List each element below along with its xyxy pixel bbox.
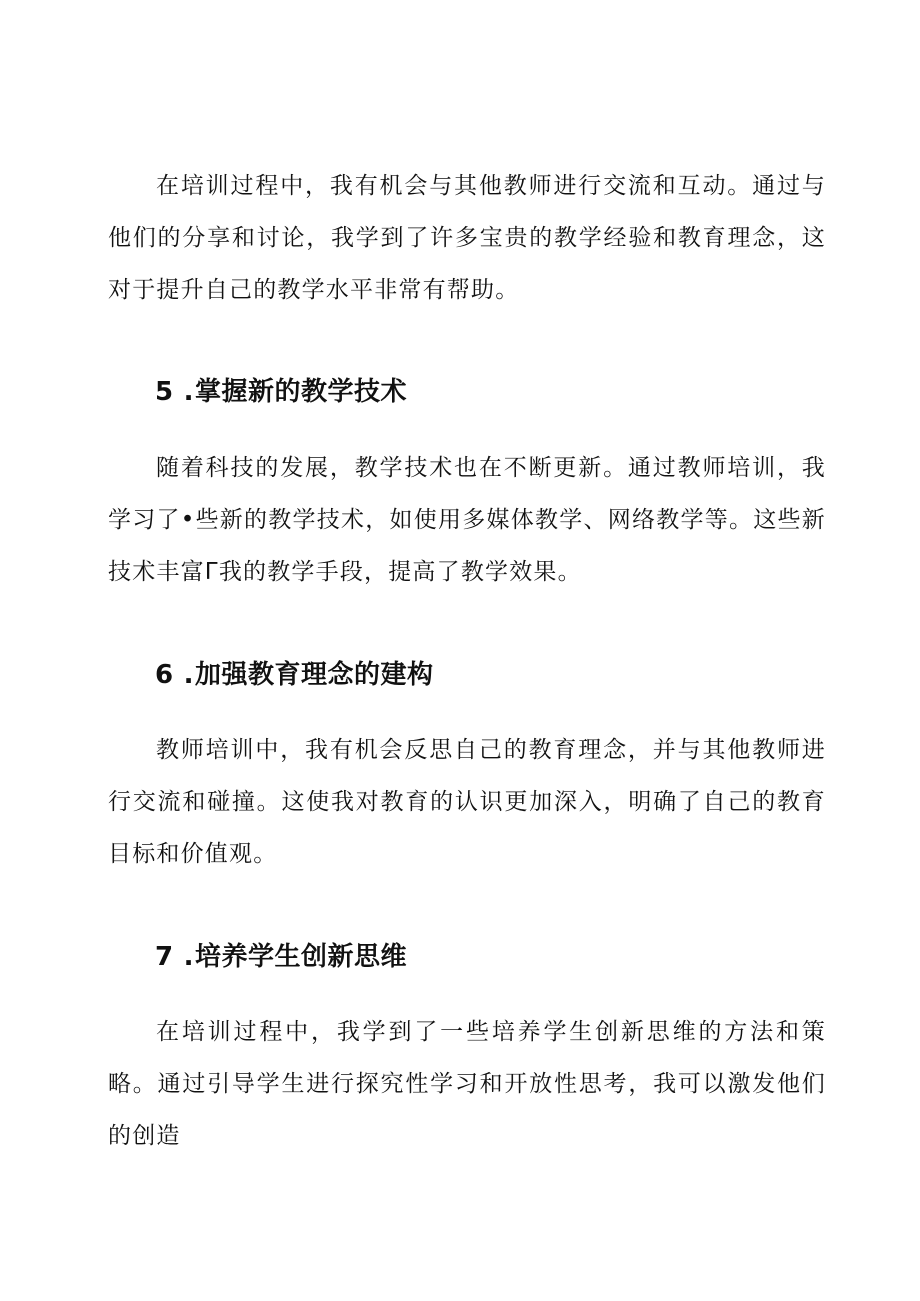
paragraph-exchange: 在培训过程中，我有机会与其他教师进行交流和互动。通过与他们的分享和讨论，我学到了许多宝贵的教学经验和教育理念，这对于提升自己的教学水平非常有帮助。 — [108, 173, 826, 303]
section-heading-6 — [155, 655, 434, 695]
section-number: 7 — [155, 942, 174, 972]
section-dot: . — [183, 660, 194, 690]
paragraph-technology: 随着科技的发展，教学技术也在不断更新。通过教师培训，我学习了•些新的教学技术，如使用多媒体教学、网络教学等。这些新技术丰富Γ我的教学手段，提高了教学效果。 — [108, 455, 826, 585]
section-dot: . — [183, 942, 194, 972]
section-dot: . — [183, 377, 194, 407]
section-title: 加强教育理念的建构 — [194, 660, 434, 690]
section-heading-7 — [155, 937, 407, 977]
section-number: 6 — [155, 660, 174, 690]
section-number: 5 — [155, 377, 174, 407]
paragraph-innovation: 在培训过程中，我学到了一些培养学生创新思维的方法和策略。通过引导学生进行探究性学习和开放性思考，我可以激发他们的创造 — [108, 1019, 826, 1149]
section-heading-5 — [155, 372, 407, 412]
section-title: 掌握新的教学技术 — [194, 377, 407, 407]
section-title: 培养学生创新思维 — [194, 942, 407, 972]
paragraph-philosophy: 教师培训中，我有机会反思自己的教育理念，并与其他教师进行交流和碰撞。这使我对教育的认识更加深入，明确了自己的教育目标和价值观。 — [108, 737, 826, 867]
